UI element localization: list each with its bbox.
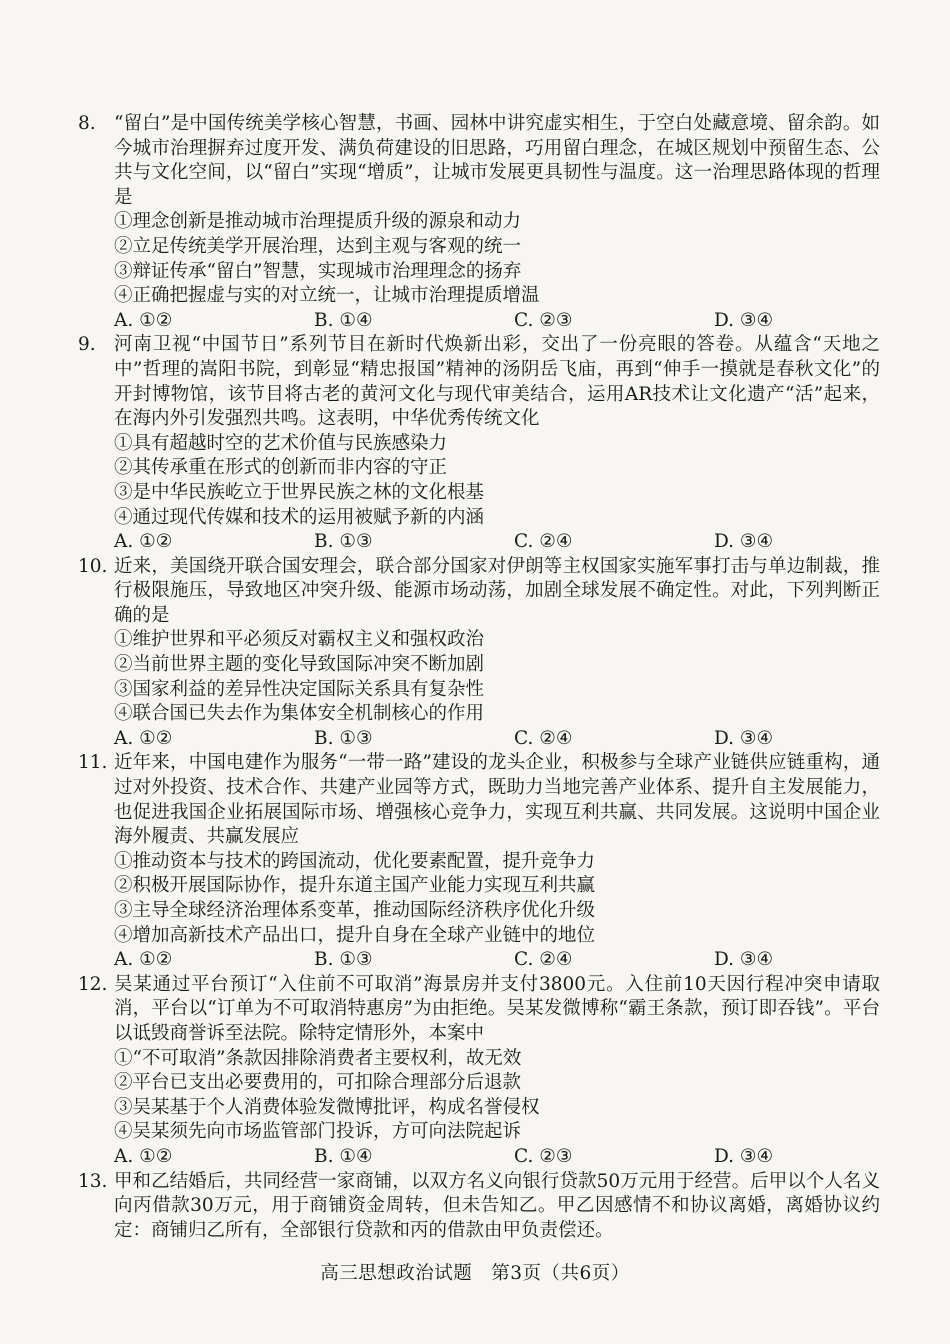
answer-choice-a: A. ①② — [114, 949, 173, 971]
statement-option: ③主导全球经济治理体系变革，推动国际经济秩序优化升级 — [114, 900, 596, 921]
statement-option: ②积极开展国际协作，提升东道主国产业能力实现互利共赢 — [114, 875, 596, 897]
answer-choice-b: B. ①④ — [314, 309, 373, 331]
answer-choice-d: D. ③④ — [714, 531, 774, 553]
statement-option: ②立足传统美学开展治理，达到主观与客观的统一 — [114, 235, 522, 257]
statement-option: ①推动资本与技术的跨国流动，优化要素配置，提升竞争力 — [114, 850, 596, 872]
statement-option: ④增加高新技术产品出口，提升自身在全球产业链中的地位 — [114, 924, 596, 946]
question-13 — [78, 1170, 880, 1244]
question-10 — [78, 555, 880, 752]
statement-option: ③辩证传承“留白”智慧，实现城市治理理念的扬弃 — [114, 260, 522, 282]
statement-option: ④吴某须先向市场监管部门投诉，方可向法院起诉 — [114, 1121, 522, 1143]
answer-choice-d: D. ③④ — [714, 949, 774, 971]
question-stem: “留白”是中国传统美学核心智慧，书画、园林中讲究虚实相生，于空白处藏意境、留余韵。如今城市治理摒弃过度开发、满负荷建设的旧思路，巧用留白理念，在城区规划中预留生态、公共与文化空间，以“留白”实现“增质”，让城市发展更具韧性与温度。这一治理思路体现的哲理是 — [114, 113, 880, 208]
question-number: 11. — [78, 752, 108, 774]
statement-option: ②当前世界主题的变化导致国际冲突不断加剧 — [114, 654, 485, 676]
statement-option: ①维护世界和平必须反对霸权主义和强权政治 — [114, 629, 485, 651]
answer-choice-d: D. ③④ — [714, 309, 774, 331]
answer-choice-b: B. ①③ — [314, 531, 373, 553]
answer-choice-b: B. ①③ — [314, 727, 373, 749]
answer-choice-c: C. ②③ — [514, 1145, 573, 1167]
question-stem: 近年来，中国电建作为服务“一带一路”建设的龙头企业，积极参与全球产业链供应链重构，通过对外投资、技术合作、共建产业园等方式，既助力当地完善产业体系、提升自主发展能力，也促进我国企业拓展国际市场、增强核心竞争力，实现互利共赢、共同发展。这说明中国企业海外履责、共赢发展应 — [114, 752, 880, 848]
answer-choices — [114, 309, 880, 334]
question-number: 9. — [78, 334, 96, 356]
question-number: 10. — [78, 555, 108, 577]
statement-option: ③国家利益的差异性决定国际关系具有复杂性 — [114, 678, 485, 700]
answer-choice-d: D. ③④ — [714, 727, 774, 749]
question-12 — [78, 973, 880, 1170]
question-stem: 河南卫视“中国节日”系列节目在新时代焕新出彩，交出了一份亮眼的答卷。从蕴含“天地之中”哲理的嵩阳书院，到彰显“精忠报国”精神的汤阴岳飞庙，再到“伸手一摸就是春秋文化”的开封博物馆，该节目将古老的黄河文化与现代审美结合，运用AR技术让文化遗产“活”起来，在海内外引发强烈共鸣。这表明，中华优秀传统文化 — [114, 334, 880, 430]
answer-choice-c: C. ②④ — [514, 531, 573, 553]
statement-option: ④联合国已失去作为集体安全机制核心的作用 — [114, 703, 485, 725]
answer-choices — [114, 727, 880, 752]
answer-choice-a: A. ①② — [114, 531, 173, 553]
question-9 — [78, 333, 880, 554]
answer-choices — [114, 1145, 880, 1170]
statement-option: ③是中华民族屹立于世界民族之林的文化根基 — [114, 481, 485, 503]
answer-choice-c: C. ②③ — [514, 309, 573, 331]
question-stem: 吴某通过平台预订“入住前不可取消”海景房并支付3800元。入住前10天因行程冲突申请取消，平台以“订单为不可取消特惠房”为由拒绝。吴某发微博称“霸王条款，预订即吞钱”。平台以诋毁商誉诉至法院。除特定情形外，本案中 — [114, 973, 880, 1044]
statement-option: ③吴某基于个人消费体验发微博批评，构成名誉侵权 — [114, 1096, 540, 1118]
question-8 — [78, 112, 880, 333]
statement-option: ①“不可取消”条款因排除消费者主要权利，故无效 — [114, 1047, 522, 1069]
answer-choice-a: A. ①② — [114, 1145, 173, 1167]
answer-choice-b: B. ①③ — [314, 949, 373, 971]
question-number: 8. — [78, 113, 96, 134]
answer-choice-a: A. ①② — [114, 309, 173, 331]
statement-option: ④通过现代传媒和技术的运用被赋予新的内涵 — [114, 506, 485, 528]
answer-choices — [114, 530, 880, 555]
answer-choices — [114, 948, 880, 973]
statement-option: ④正确把握虚与实的对立统一，让城市治理提质增温 — [114, 285, 540, 307]
question-stem: 近来，美国绕开联合国安理会，联合部分国家对伊朗等主权国家实施军事打击与单边制裁，推行极限施压，导致地区冲突升级、能源市场动荡，加剧全球发展不确定性。对此，下列判断正确的是 — [114, 555, 880, 626]
answer-choice-b: B. ①④ — [314, 1145, 373, 1167]
answer-choice-c: C. ②④ — [514, 949, 573, 971]
statement-option: ①具有超越时空的艺术价值与民族感染力 — [114, 432, 448, 454]
question-11 — [78, 751, 880, 972]
statement-option: ②其传承重在形式的创新而非内容的守正 — [114, 457, 448, 479]
question-number: 12. — [78, 973, 108, 995]
answer-choice-a: A. ①② — [114, 727, 173, 749]
question-list — [78, 112, 880, 1243]
question-number: 13. — [78, 1170, 108, 1192]
statement-option: ①理念创新是推动城市治理提质升级的源泉和动力 — [114, 211, 522, 233]
answer-choice-d: D. ③④ — [714, 1145, 774, 1167]
page-footer: 高三思想政治试题 第3页（共6页） — [320, 1263, 630, 1284]
question-stem: 甲和乙结婚后，共同经营一家商铺，以双方名义向银行贷款50万元用于经营。后甲以个人名义向丙借款30万元，用于商铺资金周转，但未告知乙。甲乙因感情不和协议离婚，离婚协议约定：商铺归乙所有，全部银行贷款和丙的借款由甲负责偿还。 — [114, 1170, 880, 1241]
statement-option: ②平台已支出必要费用的，可扣除合理部分后退款 — [114, 1072, 522, 1094]
answer-choice-c: C. ②④ — [514, 727, 573, 749]
